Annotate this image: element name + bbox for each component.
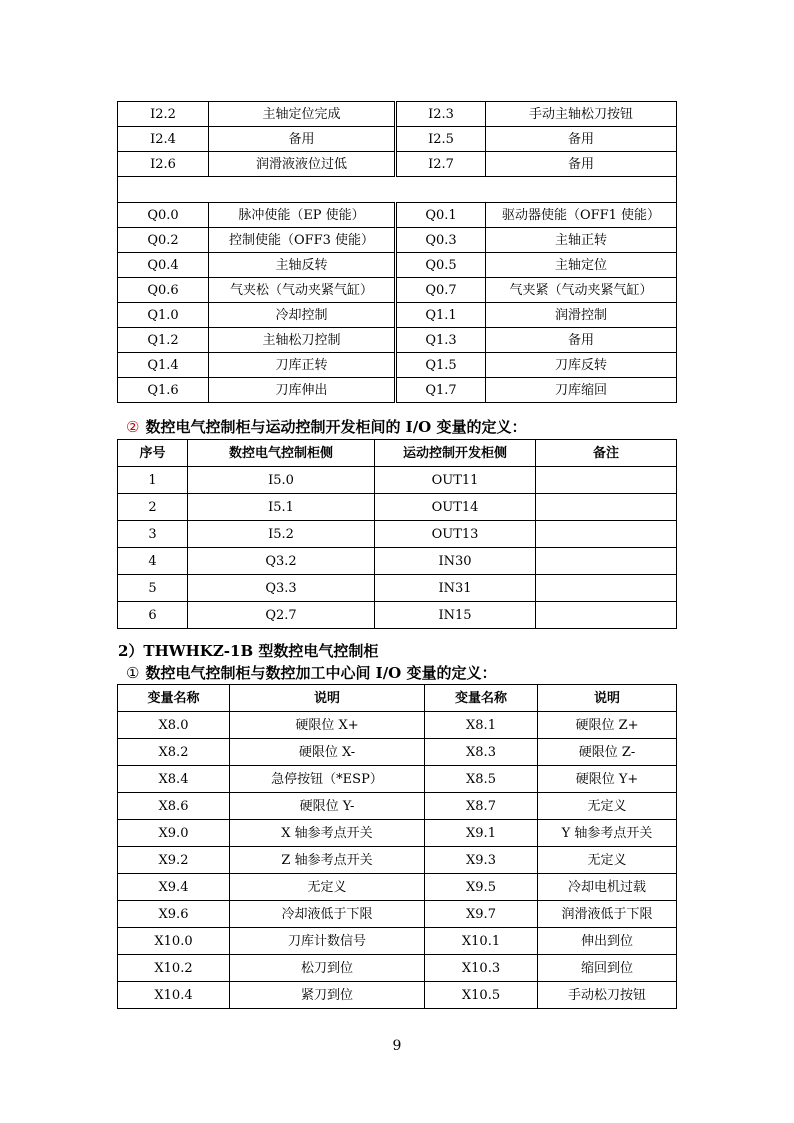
table-cell: 刀库正转 xyxy=(209,353,396,378)
table-row xyxy=(118,467,677,494)
table-row xyxy=(118,928,677,955)
table-cell: IN15 xyxy=(375,602,536,629)
table-cell: 硬限位 Y- xyxy=(230,793,425,820)
table-row xyxy=(118,602,677,629)
table-cell: I2.6 xyxy=(118,152,209,177)
table-cell: Q1.2 xyxy=(118,328,209,353)
table-row xyxy=(118,328,677,353)
column-header: 说明 xyxy=(230,685,425,712)
table-cell: X9.0 xyxy=(118,820,230,847)
table-cell: 手动主轴松刀按钮 xyxy=(486,102,677,127)
section-heading-io-variables xyxy=(126,664,496,682)
table-cell: X8.0 xyxy=(118,712,230,739)
table-row xyxy=(118,127,677,152)
table-cell: X8.6 xyxy=(118,793,230,820)
table-cell: Q0.3 xyxy=(396,228,486,253)
table-row xyxy=(118,847,677,874)
table-cell: X8.3 xyxy=(425,739,538,766)
table-cell: 硬限位 X- xyxy=(230,739,425,766)
table-row xyxy=(118,203,677,228)
table-row xyxy=(118,712,677,739)
table-cell: Y 轴参考点开关 xyxy=(538,820,677,847)
table-cell xyxy=(536,494,677,521)
table-header-row xyxy=(118,440,677,467)
table-cell xyxy=(536,467,677,494)
table-cell: 紧刀到位 xyxy=(230,982,425,1009)
table-row xyxy=(118,378,677,403)
table-cell: Q0.7 xyxy=(396,278,486,303)
table-cell: X10.4 xyxy=(118,982,230,1009)
table-cell: Q1.5 xyxy=(396,353,486,378)
section-heading-cabinet-model xyxy=(118,642,378,660)
table-cell: 伸出到位 xyxy=(538,928,677,955)
table-cell: X9.5 xyxy=(425,874,538,901)
table-cell: I2.3 xyxy=(396,102,486,127)
table-cell: X 轴参考点开关 xyxy=(230,820,425,847)
table-cell: 备用 xyxy=(486,328,677,353)
table-cell: I5.0 xyxy=(188,467,375,494)
table-row xyxy=(118,228,677,253)
table-header-row xyxy=(118,685,677,712)
table-cell: Q0.5 xyxy=(396,253,486,278)
table-cell: 3 xyxy=(118,521,188,548)
table-cell: Q1.3 xyxy=(396,328,486,353)
table-cell: 缩回到位 xyxy=(538,955,677,982)
circled-number-marker: ② xyxy=(126,418,140,436)
section-heading-io-definition xyxy=(126,418,526,436)
table-row xyxy=(118,766,677,793)
table-cell: 无定义 xyxy=(538,847,677,874)
table-cell: 主轴定位完成 xyxy=(209,102,396,127)
table-cell: X9.3 xyxy=(425,847,538,874)
table-cell: X8.1 xyxy=(425,712,538,739)
table-cell xyxy=(536,602,677,629)
io-table-continued xyxy=(117,101,677,403)
table-row xyxy=(118,152,677,177)
table-cell xyxy=(536,548,677,575)
table-cell: 急停按钮（*ESP） xyxy=(230,766,425,793)
page-number: 9 xyxy=(392,1038,402,1054)
table-cell: IN31 xyxy=(375,575,536,602)
table-cell xyxy=(536,521,677,548)
table-cell: I2.5 xyxy=(396,127,486,152)
table-cell: 冷却液低于下限 xyxy=(230,901,425,928)
table-cell: I2.2 xyxy=(118,102,209,127)
table-row xyxy=(118,955,677,982)
table-cell: 刀库计数信号 xyxy=(230,928,425,955)
column-header: 序号 xyxy=(118,440,188,467)
column-header: 变量名称 xyxy=(118,685,230,712)
table-cell: Z 轴参考点开关 xyxy=(230,847,425,874)
table-cell: X8.4 xyxy=(118,766,230,793)
table-cell: X9.7 xyxy=(425,901,538,928)
table-cell: 硬限位 Y+ xyxy=(538,766,677,793)
table-cell: Q0.0 xyxy=(118,203,209,228)
table-cell: 1 xyxy=(118,467,188,494)
table-cell: X9.6 xyxy=(118,901,230,928)
table-cell: 润滑液低于下限 xyxy=(538,901,677,928)
table-row xyxy=(118,901,677,928)
table-cell: 控制使能（OFF3 使能） xyxy=(209,228,396,253)
table-cell: 驱动器使能（OFF1 使能） xyxy=(486,203,677,228)
table-cell: IN30 xyxy=(375,548,536,575)
circled-number-marker: ① xyxy=(126,664,140,682)
column-header: 运动控制开发柜侧 xyxy=(375,440,536,467)
table-row xyxy=(118,102,677,127)
table-cell: Q1.7 xyxy=(396,378,486,403)
table-cell: Q1.1 xyxy=(396,303,486,328)
io-mapping-table xyxy=(117,439,677,629)
table-cell: 主轴反转 xyxy=(209,253,396,278)
table-cell: 主轴定位 xyxy=(486,253,677,278)
table-cell: X10.5 xyxy=(425,982,538,1009)
table-cell: 刀库伸出 xyxy=(209,378,396,403)
section-title: 2）THWHKZ-1B 型数控电气控制柜 xyxy=(118,642,379,660)
table-cell: 硬限位 Z+ xyxy=(538,712,677,739)
table-cell: I5.2 xyxy=(188,521,375,548)
table-cell: 冷却电机过载 xyxy=(538,874,677,901)
table-row xyxy=(118,253,677,278)
table-cell: OUT11 xyxy=(375,467,536,494)
table-row xyxy=(118,739,677,766)
table-cell: Q3.2 xyxy=(188,548,375,575)
table-cell: 备用 xyxy=(486,127,677,152)
table-cell: Q0.6 xyxy=(118,278,209,303)
table-cell: X9.4 xyxy=(118,874,230,901)
table-cell: Q1.6 xyxy=(118,378,209,403)
table-cell: X8.2 xyxy=(118,739,230,766)
table-row xyxy=(118,874,677,901)
table-row xyxy=(118,303,677,328)
io-variable-table xyxy=(117,684,677,1009)
section-title: 数控电气控制柜与数控加工中心间 I/O 变量的定义： xyxy=(145,664,497,682)
table-row xyxy=(118,521,677,548)
table-cell: I5.1 xyxy=(188,494,375,521)
column-header: 备注 xyxy=(536,440,677,467)
table-cell: 冷却控制 xyxy=(209,303,396,328)
table-cell: 无定义 xyxy=(538,793,677,820)
table-cell: 气夹紧（气动夹紧气缸） xyxy=(486,278,677,303)
table-cell: 6 xyxy=(118,602,188,629)
table-row xyxy=(118,575,677,602)
column-header: 说明 xyxy=(538,685,677,712)
table-cell: OUT14 xyxy=(375,494,536,521)
table-cell: 刀库反转 xyxy=(486,353,677,378)
table-cell: X8.7 xyxy=(425,793,538,820)
table-row xyxy=(118,793,677,820)
table-row xyxy=(118,494,677,521)
table-cell: 刀库缩回 xyxy=(486,378,677,403)
table-cell: X10.0 xyxy=(118,928,230,955)
table-cell: Q1.4 xyxy=(118,353,209,378)
table-cell: 主轴正转 xyxy=(486,228,677,253)
table-cell: 备用 xyxy=(486,152,677,177)
table-cell: 硬限位 X+ xyxy=(230,712,425,739)
table-cell: 备用 xyxy=(209,127,396,152)
table-cell: I2.4 xyxy=(118,127,209,152)
table-cell: X10.1 xyxy=(425,928,538,955)
table-separator-row xyxy=(118,177,677,203)
table-cell: Q0.4 xyxy=(118,253,209,278)
table-cell: X8.5 xyxy=(425,766,538,793)
table-cell: 4 xyxy=(118,548,188,575)
table-cell: X10.3 xyxy=(425,955,538,982)
column-header: 变量名称 xyxy=(425,685,538,712)
table-cell: X9.1 xyxy=(425,820,538,847)
table-row xyxy=(118,353,677,378)
table-cell: Q3.3 xyxy=(188,575,375,602)
table-cell: 5 xyxy=(118,575,188,602)
section-title: 数控电气控制柜与运动控制开发柜间的 I/O 变量的定义： xyxy=(145,418,527,436)
table-cell: I2.7 xyxy=(396,152,486,177)
table-cell: 润滑液液位过低 xyxy=(209,152,396,177)
table-cell: 气夹松（气动夹紧气缸） xyxy=(209,278,396,303)
table-row xyxy=(118,548,677,575)
column-header: 数控电气控制柜侧 xyxy=(188,440,375,467)
blank-cell xyxy=(118,177,677,203)
table-cell: Q0.1 xyxy=(396,203,486,228)
table-cell: 无定义 xyxy=(230,874,425,901)
table-cell: Q0.2 xyxy=(118,228,209,253)
table-row xyxy=(118,278,677,303)
table-cell: OUT13 xyxy=(375,521,536,548)
table-cell: X9.2 xyxy=(118,847,230,874)
table-cell: 2 xyxy=(118,494,188,521)
table-cell: 松刀到位 xyxy=(230,955,425,982)
table-cell: 脉冲使能（EP 使能） xyxy=(209,203,396,228)
table-cell: Q2.7 xyxy=(188,602,375,629)
table-cell: 主轴松刀控制 xyxy=(209,328,396,353)
table-row xyxy=(118,982,677,1009)
table-cell: 手动松刀按钮 xyxy=(538,982,677,1009)
table-cell: Q1.0 xyxy=(118,303,209,328)
table-cell: 润滑控制 xyxy=(486,303,677,328)
table-row xyxy=(118,820,677,847)
table-cell xyxy=(536,575,677,602)
table-cell: 硬限位 Z- xyxy=(538,739,677,766)
table-cell: X10.2 xyxy=(118,955,230,982)
